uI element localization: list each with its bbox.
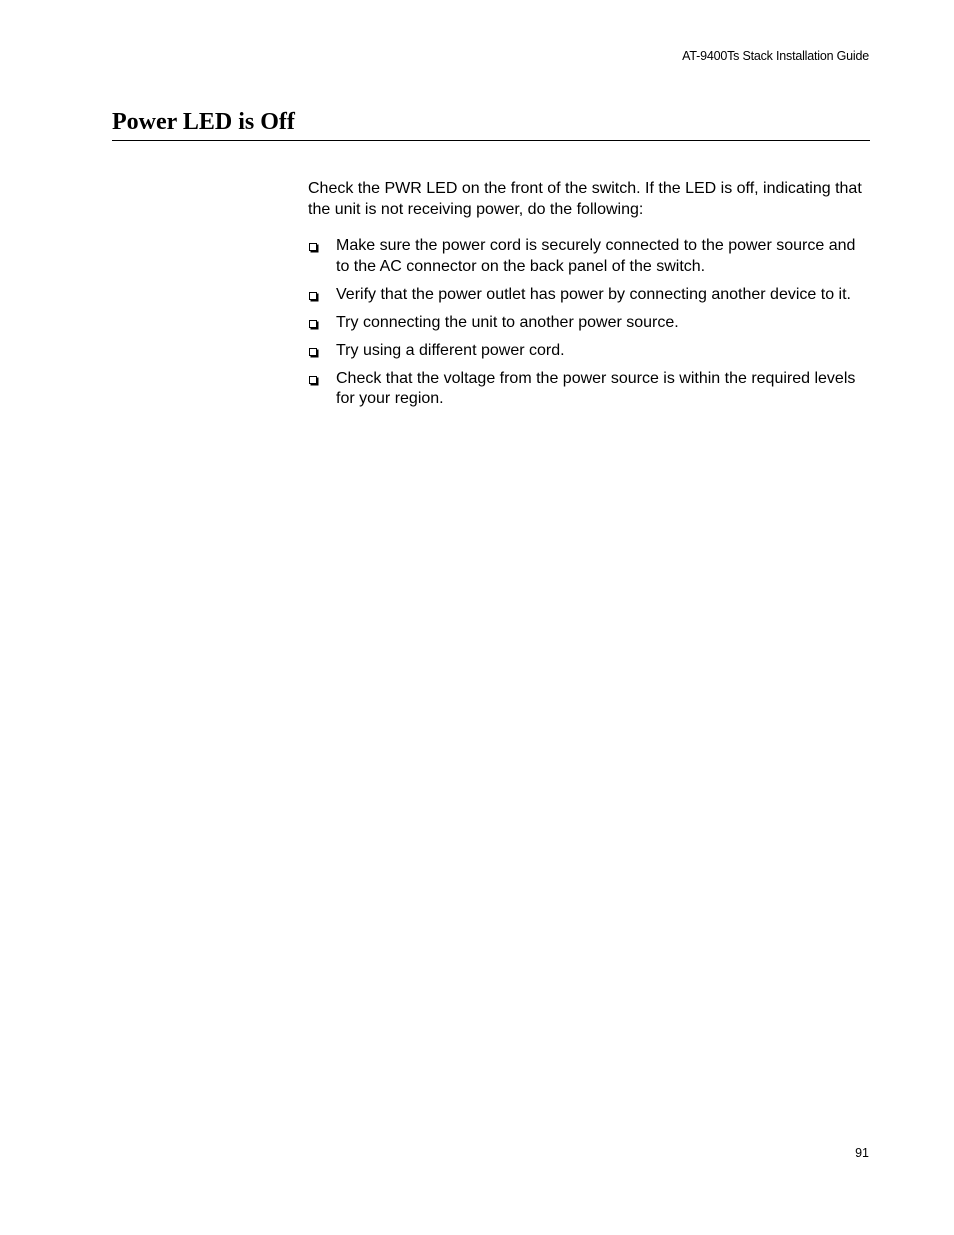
list-item bbox=[308, 341, 873, 362]
list-item bbox=[308, 369, 873, 410]
list-item-text: Check that the voltage from the power source is within the required levels for your region. bbox=[336, 369, 856, 407]
list-item-text: Try connecting the unit to another power source. bbox=[336, 313, 679, 331]
list-item bbox=[308, 313, 873, 334]
intro-paragraph: Check the PWR LED on the front of the switch. If the LED is off, indicating that the unit is not receiving power, do the following: bbox=[308, 180, 862, 218]
list-item-text: Try using a different power cord. bbox=[336, 341, 565, 359]
section-title: Power LED is Off bbox=[112, 109, 295, 135]
checkbox-icon bbox=[309, 376, 317, 384]
troubleshooting-list bbox=[308, 236, 873, 410]
running-header: AT-9400Ts Stack Installation Guide bbox=[682, 49, 869, 63]
section-body bbox=[308, 179, 873, 417]
list-item bbox=[308, 285, 873, 306]
checkbox-icon bbox=[309, 320, 317, 328]
checkbox-icon bbox=[309, 292, 317, 300]
checkbox-icon bbox=[309, 243, 317, 251]
list-item bbox=[308, 236, 873, 277]
checkbox-icon bbox=[309, 348, 317, 356]
list-item-text: Make sure the power cord is securely connected to the power source and to the AC connector on the back panel of the switch. bbox=[336, 237, 856, 275]
list-item-text: Verify that the power outlet has power by connecting another device to it. bbox=[336, 285, 851, 303]
title-rule bbox=[112, 140, 870, 141]
page-number: 91 bbox=[855, 1146, 869, 1160]
